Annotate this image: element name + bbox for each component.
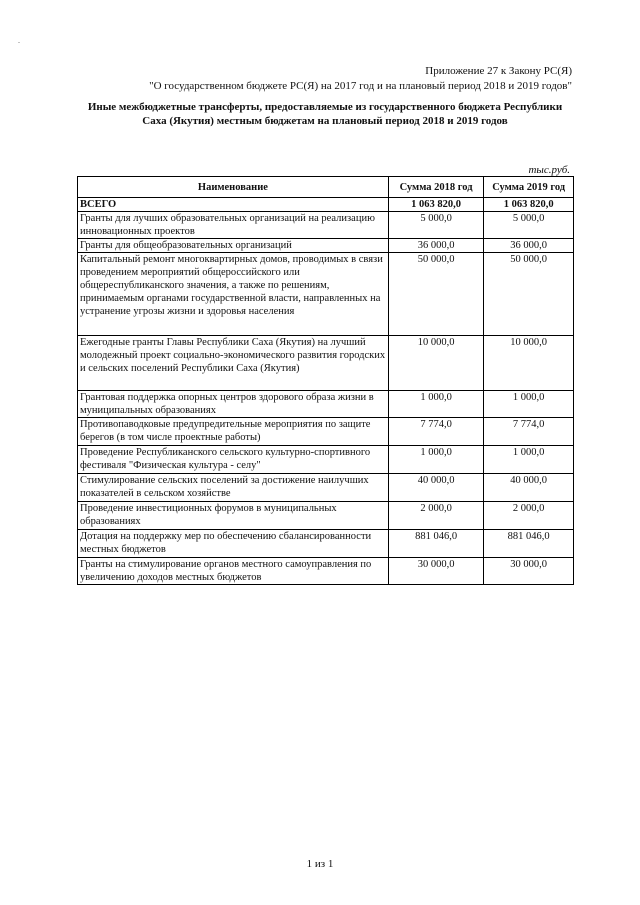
total-2018: 1 063 820,0 xyxy=(388,198,484,212)
table-row xyxy=(78,239,574,253)
table-row xyxy=(78,502,574,530)
table-row xyxy=(78,391,574,418)
total-row xyxy=(78,198,574,212)
row-name-cell: Проведение инвестиционных форумов в муниципальных образованиях xyxy=(78,502,389,530)
table-header-row xyxy=(78,177,574,198)
appendix-line-2: "О государственном бюджете РС(Я) на 2017 год и на плановый период 2018 и 2019 годов" xyxy=(149,80,572,92)
row-name-cell: Ежегодные гранты Главы Республики Саха (Якутия) на лучший молодежный проект социально-экономического развития городских и сельских поселений Республики Саха (Якутия) xyxy=(78,336,389,391)
row-2019-cell: 50 000,0 xyxy=(484,253,574,336)
row-2018-cell: 10 000,0 xyxy=(388,336,484,391)
row-2018-cell: 30 000,0 xyxy=(388,558,484,585)
header-2019: Сумма 2019 год xyxy=(484,177,574,198)
row-name-cell: Капитальный ремонт многоквартирных домов, проводимых в связи проведением мероприятий общероссийского или общереспубликанского значения, а также по решениям, принимаемым органами государственной власти, направленных на устранение угрозы жизни и здоровья населения xyxy=(78,253,389,336)
table-row xyxy=(78,446,574,474)
transfers-table xyxy=(77,176,574,585)
row-name-cell: Дотация на поддержку мер по обеспечению сбалансированности местных бюджетов xyxy=(78,530,389,558)
row-2018-cell: 1 000,0 xyxy=(388,446,484,474)
row-2018-cell: 50 000,0 xyxy=(388,253,484,336)
table-row xyxy=(78,530,574,558)
row-2019-cell: 5 000,0 xyxy=(484,212,574,239)
table-row xyxy=(78,253,574,336)
total-label: ВСЕГО xyxy=(78,198,389,212)
row-name-cell: Гранты на стимулирование органов местного самоуправления по увеличению доходов местных бюджетов xyxy=(78,558,389,585)
appendix-header xyxy=(149,64,572,94)
row-name-cell: Гранты для общеобразовательных организаций xyxy=(78,239,389,253)
title-line-2: Саха (Якутия) местным бюджетам на плановый период 2018 и 2019 годов xyxy=(142,115,508,127)
row-name-cell: Грантовая поддержка опорных центров здорового образа жизни в муниципальных образованиях xyxy=(78,391,389,418)
row-2018-cell: 881 046,0 xyxy=(388,530,484,558)
row-name-cell: Проведение Республиканского сельского культурно-спортивного фестиваля "Физическая культура - селу" xyxy=(78,446,389,474)
row-2018-cell: 5 000,0 xyxy=(388,212,484,239)
row-2018-cell: 1 000,0 xyxy=(388,391,484,418)
row-name-cell: Гранты для лучших образовательных организаций на реализацию инновационных проектов xyxy=(78,212,389,239)
units-label: тыс.руб. xyxy=(528,164,570,176)
row-2018-cell: 2 000,0 xyxy=(388,502,484,530)
row-2019-cell: 1 000,0 xyxy=(484,391,574,418)
row-2019-cell: 40 000,0 xyxy=(484,474,574,502)
page-number: 1 из 1 xyxy=(306,858,334,870)
row-name-cell: Стимулирование сельских поселений за достижение наилучших показателей в сельском хозяйстве xyxy=(78,474,389,502)
table-row xyxy=(78,212,574,239)
table-row xyxy=(78,558,574,585)
row-2018-cell: 40 000,0 xyxy=(388,474,484,502)
header-2018: Сумма 2018 год xyxy=(388,177,484,198)
row-2019-cell: 1 000,0 xyxy=(484,446,574,474)
table-row xyxy=(78,336,574,391)
corner-mark: . xyxy=(18,36,20,45)
table-row xyxy=(78,474,574,502)
row-2018-cell: 36 000,0 xyxy=(388,239,484,253)
row-2018-cell: 7 774,0 xyxy=(388,418,484,446)
total-2019: 1 063 820,0 xyxy=(484,198,574,212)
row-2019-cell: 10 000,0 xyxy=(484,336,574,391)
document-title xyxy=(70,100,580,128)
title-line-1: Иные межбюджетные трансферты, предоставляемые из государственного бюджета Республики xyxy=(87,101,563,113)
row-2019-cell: 7 774,0 xyxy=(484,418,574,446)
row-name-cell: Противопаводковые предупредительные мероприятия по защите берегов (в том числе проектные работы) xyxy=(78,418,389,446)
row-2019-cell: 30 000,0 xyxy=(484,558,574,585)
header-name: Наименование xyxy=(78,177,389,198)
row-2019-cell: 36 000,0 xyxy=(484,239,574,253)
row-2019-cell: 2 000,0 xyxy=(484,502,574,530)
table-row xyxy=(78,418,574,446)
row-2019-cell: 881 046,0 xyxy=(484,530,574,558)
appendix-line-1: Приложение 27 к Закону РС(Я) xyxy=(425,65,572,77)
